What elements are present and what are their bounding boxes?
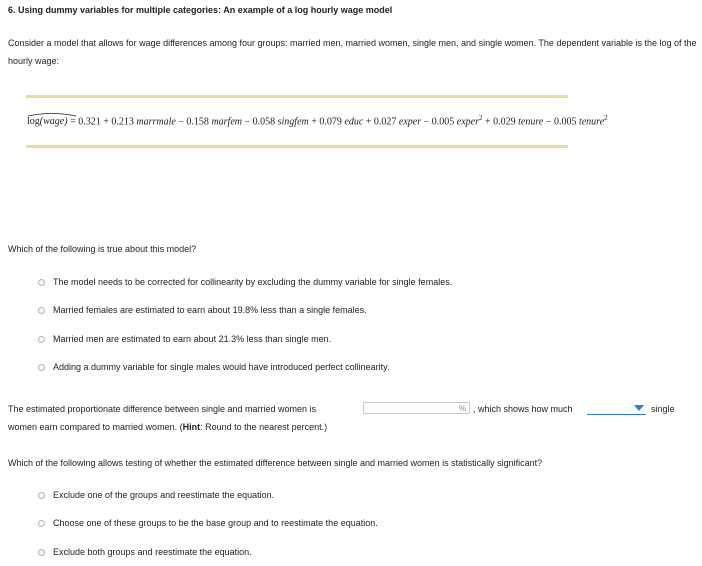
eq-term: + 0.079 <box>308 116 345 128</box>
lhs-hat <box>27 116 68 127</box>
eq-term: − 0.058 <box>242 116 278 128</box>
q1-option[interactable] <box>38 334 331 344</box>
q3-option-label: Exclude one of the groups and reestimate the equation. <box>53 490 275 500</box>
intro-text: Consider a model that allows for wage differences among four groups: married men, married women, single men, and single women. The dependent variable is the log of the hourly wage: <box>8 38 697 66</box>
q2-text-middle: , which shows how much <box>473 404 573 414</box>
percent-input[interactable] <box>363 402 470 414</box>
eq-lhs-fn: log <box>27 116 40 128</box>
q3-option[interactable] <box>38 547 252 557</box>
eq-var: exper <box>398 116 422 128</box>
radio-button[interactable] <box>38 492 45 499</box>
eq-square: 2 <box>604 114 608 122</box>
q3-option[interactable] <box>38 490 274 500</box>
q1-option[interactable] <box>38 305 367 315</box>
q3-option-label: Exclude both groups and reestimate the equation. <box>53 547 252 557</box>
eq-var: educ <box>344 116 364 128</box>
eq-var: tenure <box>518 116 544 128</box>
q2-text-after: single <box>651 404 675 414</box>
equation-bottom-rule <box>26 145 568 148</box>
radio-button[interactable] <box>38 307 45 314</box>
radio-button[interactable] <box>38 364 45 371</box>
radio-button[interactable] <box>38 279 45 286</box>
q1-option[interactable] <box>38 277 452 287</box>
hint-label: Hint <box>182 422 201 432</box>
eq-term: = 0.321 + 0.213 <box>67 116 137 128</box>
percent-symbol: % <box>458 404 466 413</box>
eq-var: marrmale <box>136 116 176 128</box>
eq-term: + 0.029 <box>482 116 519 128</box>
eq-term: − 0.005 <box>421 116 457 128</box>
eq-var: singfem <box>277 116 309 128</box>
radio-button[interactable] <box>38 336 45 343</box>
q1-option-label: The model needs to be corrected for collinearity by excluding the dummy variable for single females. <box>53 277 453 287</box>
comparison-dropdown[interactable] <box>587 403 646 415</box>
q1-option[interactable] <box>38 362 390 372</box>
q1-prompt: Which of the following is true about this model? <box>8 244 197 254</box>
eq-var: tenure <box>578 116 605 128</box>
q3-option-label: Choose one of these groups to be the base group and to reestimate the equation. <box>53 518 378 528</box>
eq-term: − 0.158 <box>175 116 212 128</box>
equation-top-rule <box>26 95 568 98</box>
q2-line2 <box>8 422 327 432</box>
question-title: 6. Using dummy variables for multiple categories: An example of a log hourly wage model <box>8 5 393 15</box>
q3-option[interactable] <box>38 518 378 528</box>
eq-var: marfem <box>211 116 242 128</box>
q3-prompt: Which of the following allows testing of whether the estimated difference between single and married women is statistically significant? <box>8 458 543 468</box>
eq-lhs-var: (wage) <box>39 116 68 128</box>
radio-button[interactable] <box>38 520 45 527</box>
radio-button[interactable] <box>38 549 45 556</box>
eq-term: + 0.027 <box>363 116 399 128</box>
q2-line2-text: women earn compared to married women. ( <box>8 422 183 432</box>
hat-icon <box>27 112 77 117</box>
q1-option-label: Married men are estimated to earn about 21.3% less than single men. <box>53 334 332 344</box>
q2-text-before: The estimated proportionate difference between single and married women is <box>8 404 317 414</box>
eq-term: − 0.005 <box>543 116 579 128</box>
caret-down-icon[interactable] <box>634 405 644 411</box>
hint-text: : Round to the nearest percent.) <box>200 422 328 432</box>
eq-square: 2 <box>479 114 483 122</box>
q1-option-label: Adding a dummy variable for single males would have introduced perfect collinearity. <box>53 362 390 372</box>
wage-equation <box>27 114 608 127</box>
q1-option-label: Married females are estimated to earn about 19.8% less than a single females. <box>53 305 367 315</box>
eq-var: exper <box>456 116 479 128</box>
